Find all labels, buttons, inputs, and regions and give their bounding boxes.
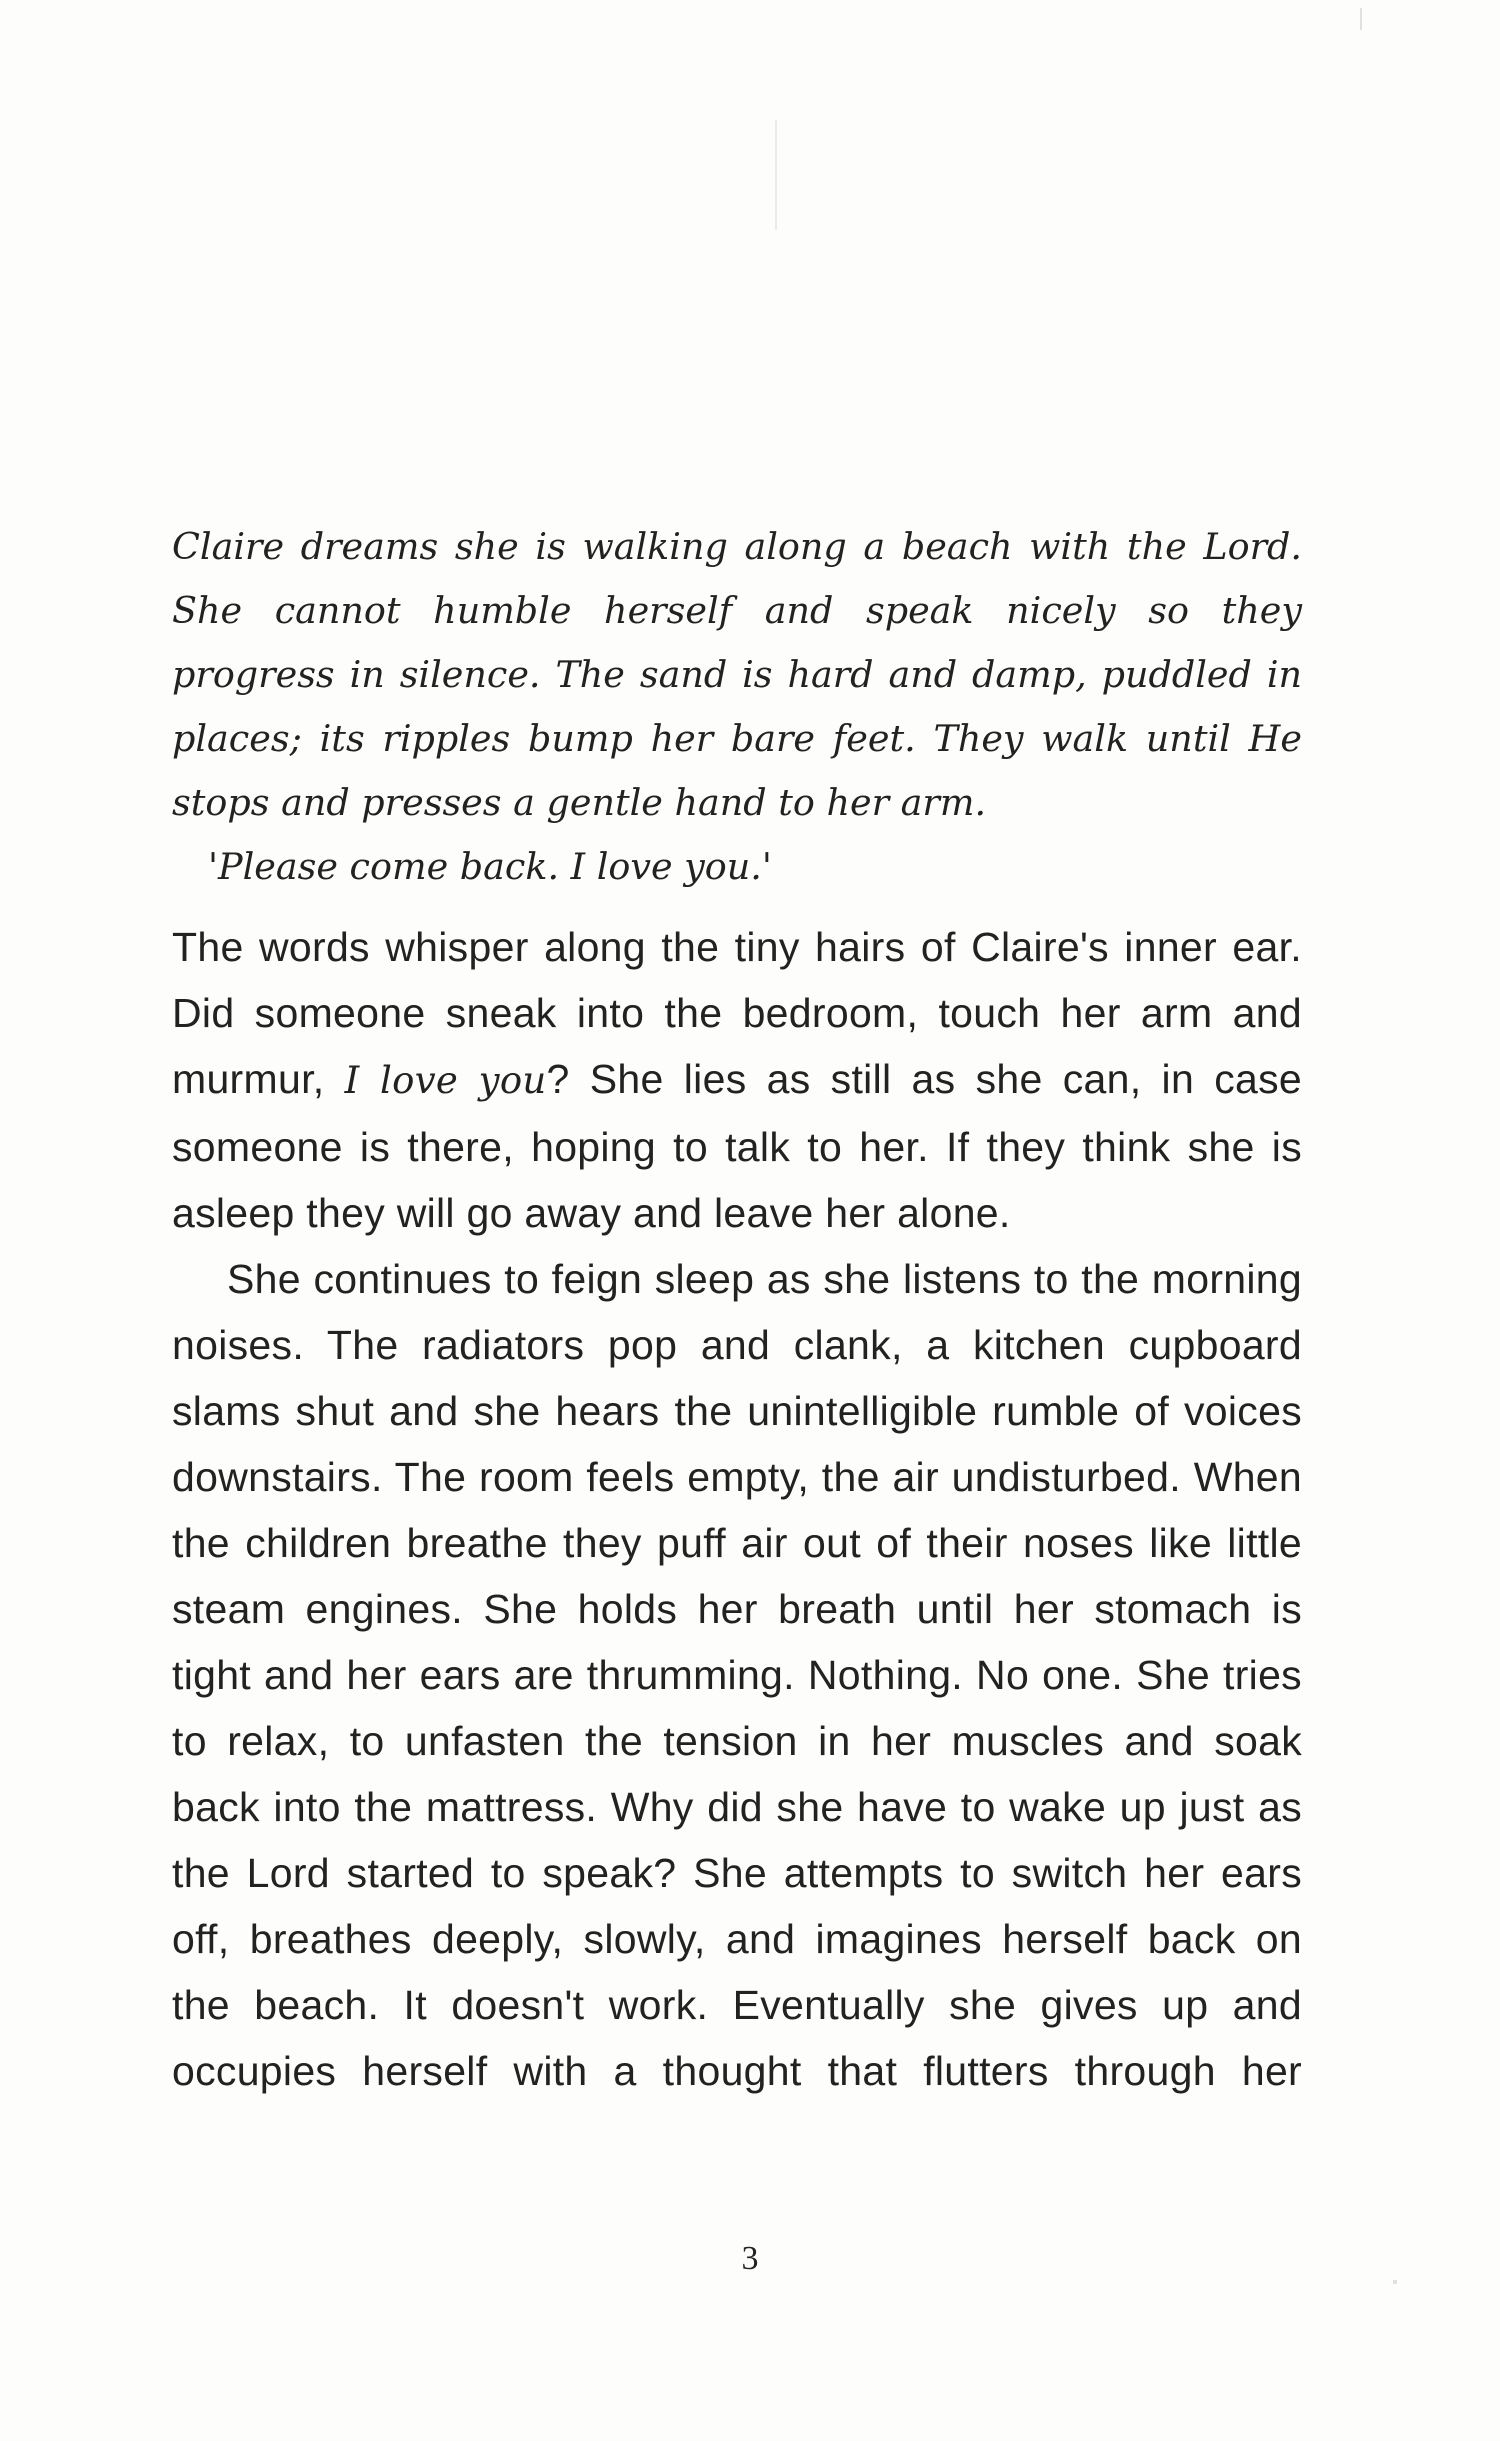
body-paragraph: She continues to feign sleep as she listens to the morning noises. The radiators pop and clank, a kitchen cupboard slams shut and she hears the unintelligible rumble of voices downstairs. The room feels empty, the air undisturbed. When the children breathe they puff air out of their noses like little steam engines. She holds her breath until her stomach is tight and her ears are thrumming. Nothing. No one. She tries to relax, to unfasten the tension in her muscles and soak back into the mattress. Why did she have to wake up just as the Lord started to speak? She attempts to switch her ears off, breathes deeply, slowly, and imagines herself back on the beach. It doesn't work. Eventually she gives up and occupies herself with a thought that flutters through her [172, 1256, 1302, 2094]
body-paragraph [172, 914, 1302, 1246]
dream-paragraph: Claire dreams she is walking along a beach with the Lord. She cannot humble herself and speak nicely so they progress in silence. The sand is hard and damp, puddled in places; its ripples bump her bare feet. They walk until He stops and presses a gentle hand to her arm. [172, 525, 1302, 824]
body-text-run: ? She lies as still as she can, in case someone is there, hoping to talk to her. If they think she is asleep they will go away and leave her alone. [172, 1056, 1302, 1236]
body-text-run: The words whisper along the tiny hairs of Claire's inner ear. Did someone sneak into the bedroom, touch her arm and murmur, [172, 924, 1302, 1102]
emphasis-text: I love you [344, 1059, 547, 1102]
dream-quote: 'Please come back. I love you.' [208, 845, 772, 888]
paper-speck [1393, 2280, 1397, 2284]
paper-speck [1360, 8, 1362, 30]
body-text [172, 914, 1302, 2104]
page-number: 3 [741, 2240, 759, 2277]
paper-speck [775, 120, 777, 230]
dream-passage [172, 515, 1302, 899]
